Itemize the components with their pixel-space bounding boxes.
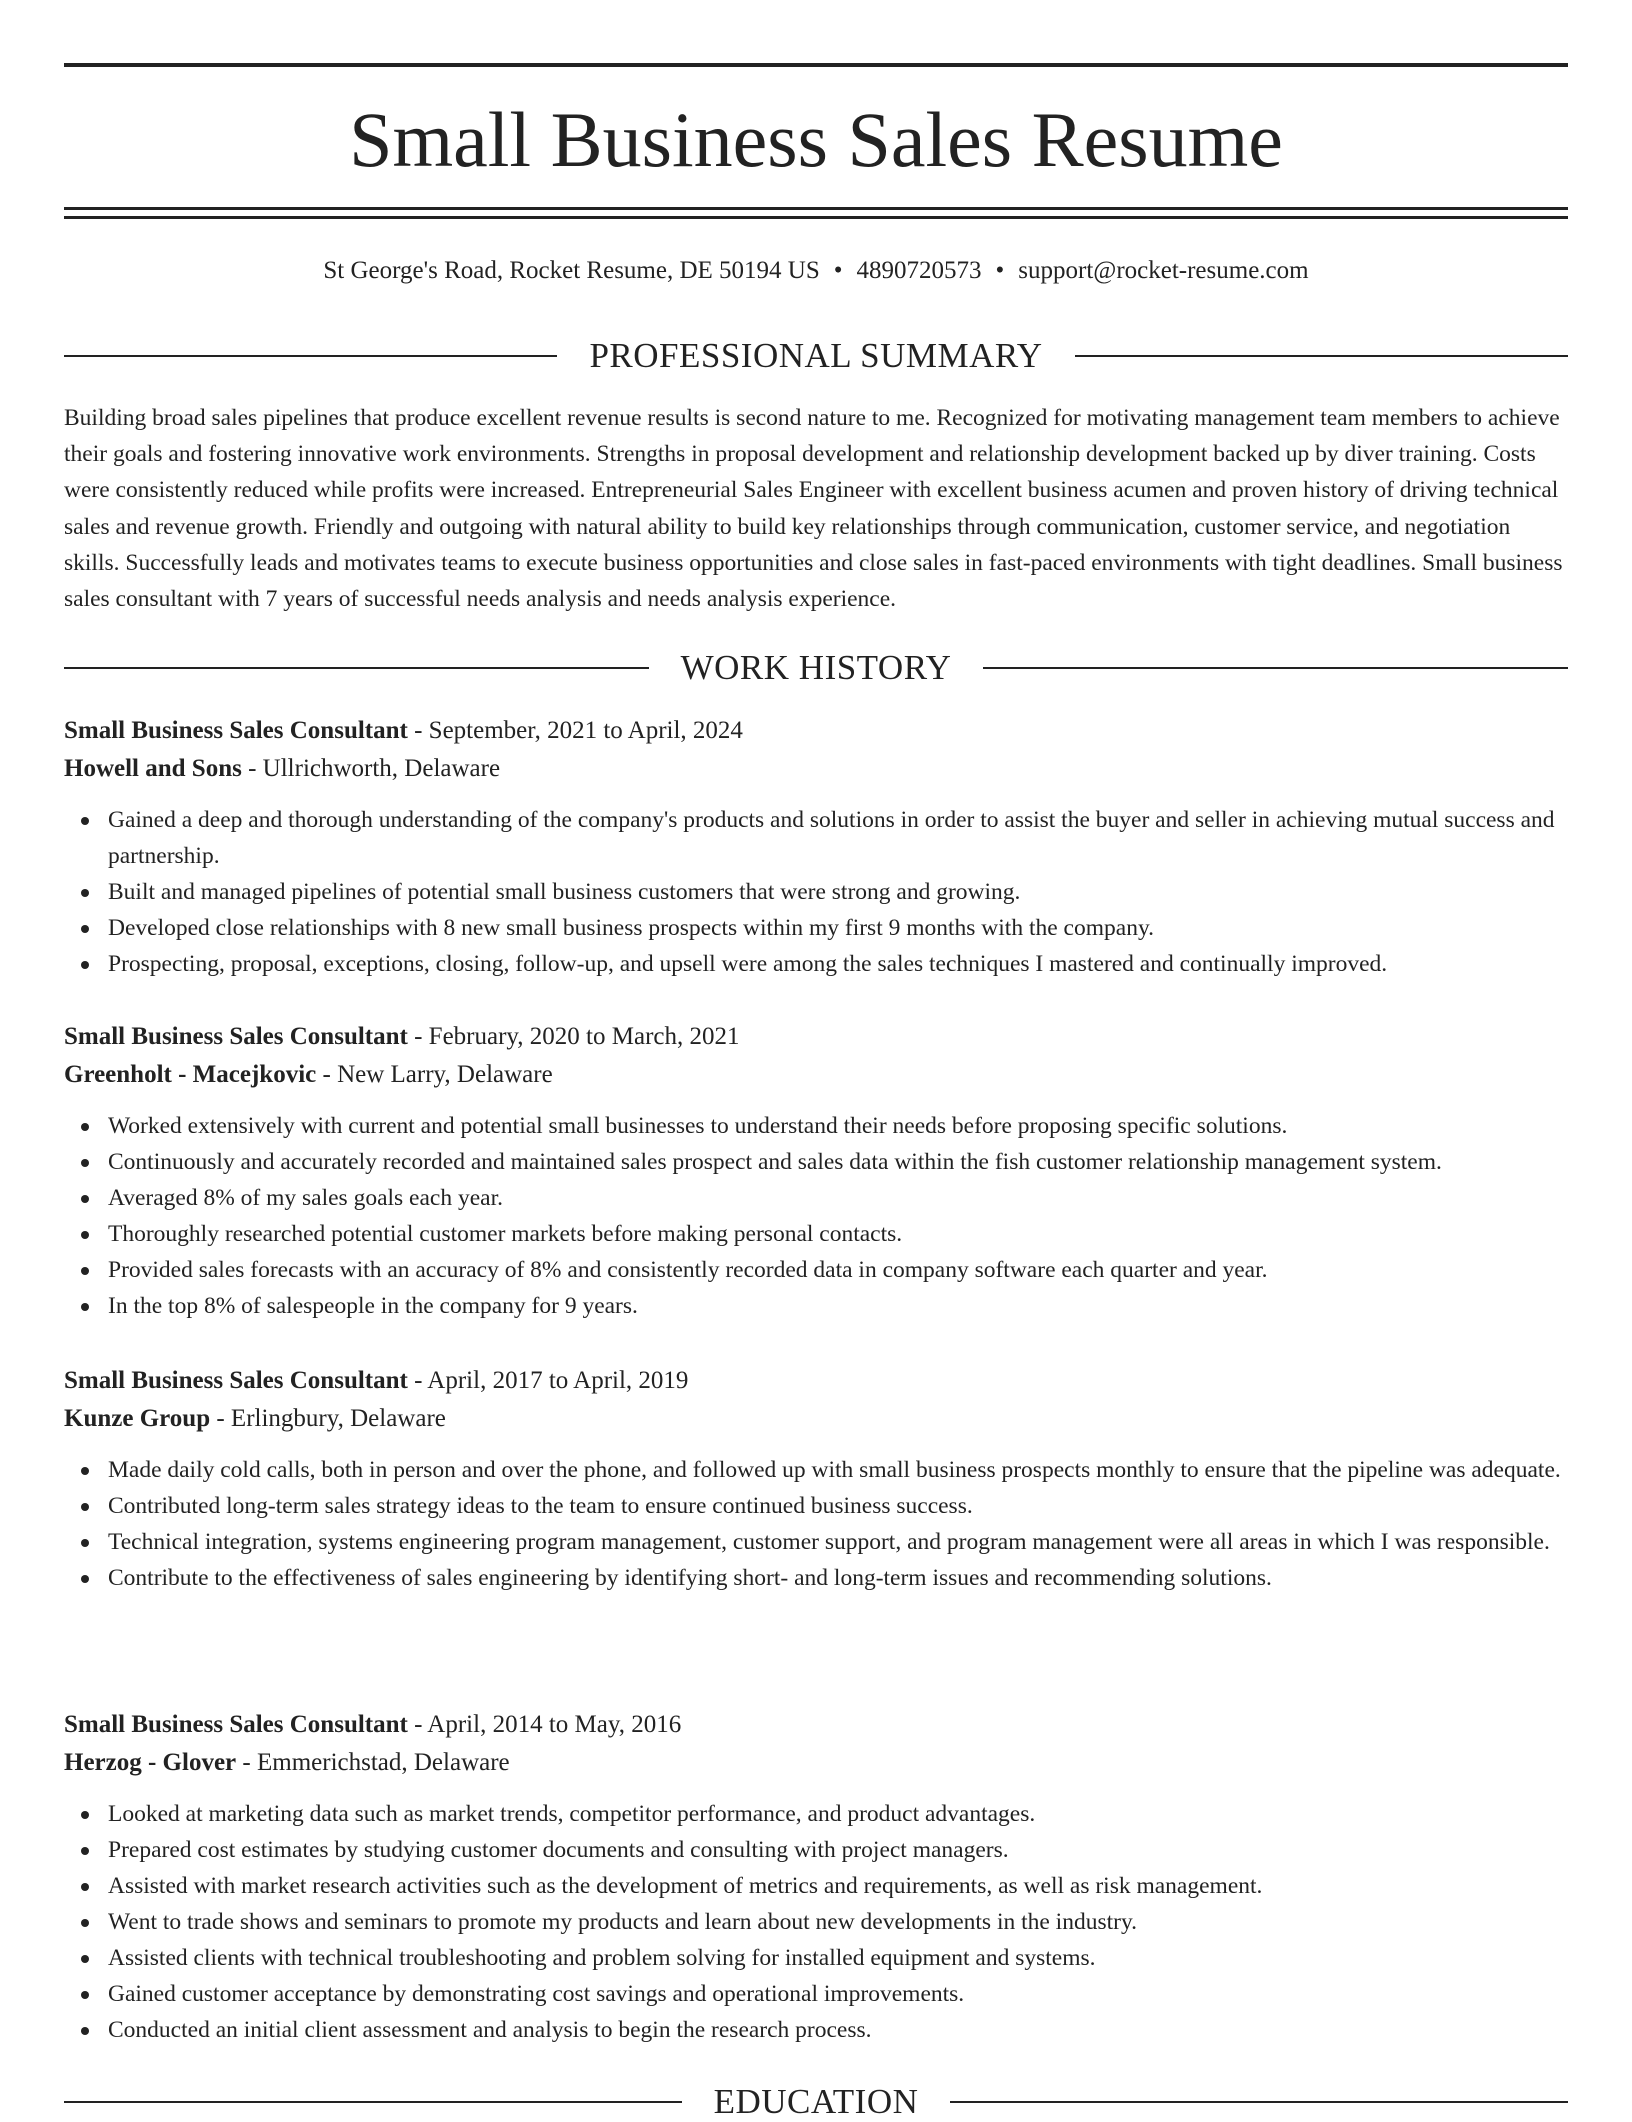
job-entry xyxy=(64,1706,1568,2048)
job-bullets xyxy=(64,802,1568,982)
job-title: Small Business Sales Consultant xyxy=(64,1367,408,1394)
job-title: Small Business Sales Consultant xyxy=(64,1023,408,1050)
list-item: Continuously and accurately recorded and maintained sales prospect and sales data within the fish customer relationship management system. xyxy=(108,1144,1568,1180)
heading-rule-left xyxy=(64,355,557,357)
list-item: Conducted an initial client assessment and analysis to begin the research process. xyxy=(108,2012,1568,2048)
page-title: Small Business Sales Resume xyxy=(349,96,1283,183)
job-title-line xyxy=(64,712,1568,750)
job-bullets xyxy=(64,1796,1568,2048)
list-item: Contributed long-term sales strategy ideas to the team to ensure continued business success. xyxy=(108,1488,1568,1524)
list-item: Built and managed pipelines of potential small business customers that were strong and growing. xyxy=(108,874,1568,910)
contact-email: support@rocket-resume.com xyxy=(1018,257,1309,284)
heading-rule-left xyxy=(64,2101,682,2103)
title-rule-lower xyxy=(64,216,1568,219)
job-company: Greenholt - Macejkovic xyxy=(64,1061,317,1088)
job-location: - Emmerichstad, Delaware xyxy=(236,1749,510,1776)
job-bullets xyxy=(64,1108,1568,1324)
job-company: Kunze Group xyxy=(64,1405,211,1432)
list-item: Looked at marketing data such as market trends, competitor performance, and product advantages. xyxy=(108,1796,1568,1832)
section-title: WORK HISTORY xyxy=(680,648,952,687)
job-company-line xyxy=(64,1744,1568,1782)
job-dates: - February, 2020 to March, 2021 xyxy=(407,1023,740,1050)
section-heading-education xyxy=(64,2082,1568,2122)
job-entry xyxy=(64,1018,1568,1324)
summary-text: Building broad sales pipelines that produce excellent revenue results is second nature to me. Recognized for motivating management team members to achieve their goals and fostering innovative work environments. Strengths in proposal development and relationship development backed up by diver training. Costs were consistently reduced while profits were increased. Entrepreneurial Sales Engineer with excellent business acumen and proven history of driving technical sales and revenue growth. Friendly and outgoing with natural ability to build key relationships through communication, customer service, and negotiation skills. Successfully leads and motivates teams to execute business opportunities and close sales in fast-paced environments with tight deadlines. Small business sales consultant with 7 years of successful needs analysis and needs analysis experience. xyxy=(64,405,1563,613)
job-dates: - September, 2021 to April, 2024 xyxy=(407,717,743,744)
list-item: Averaged 8% of my sales goals each year. xyxy=(108,1180,1568,1216)
contact-separator: • xyxy=(995,257,1005,284)
job-entry xyxy=(64,712,1568,982)
list-item: Assisted clients with technical troubleshooting and problem solving for installed equipment and systems. xyxy=(108,1940,1568,1976)
list-item: Went to trade shows and seminars to promote my products and learn about new developments in the industry. xyxy=(108,1904,1568,1940)
section-heading-summary xyxy=(64,336,1568,376)
job-title-line xyxy=(64,1018,1568,1056)
job-dates: - April, 2017 to April, 2019 xyxy=(407,1367,689,1394)
job-bullets xyxy=(64,1452,1568,1596)
list-item: Prepared cost estimates by studying customer documents and consulting with project managers. xyxy=(108,1832,1568,1868)
job-company: Herzog - Glover xyxy=(64,1749,237,1776)
contact-separator: • xyxy=(833,257,843,284)
heading-rule-left xyxy=(64,667,649,669)
list-item: Thoroughly researched potential customer markets before making personal contacts. xyxy=(108,1216,1568,1252)
section-heading-work-history xyxy=(64,648,1568,688)
job-company-line xyxy=(64,1056,1568,1094)
list-item: Gained a deep and thorough understanding of the company's products and solutions in order to assist the buyer and seller in achieving mutual success and partnership. xyxy=(108,802,1568,874)
list-item: Gained customer acceptance by demonstrating cost savings and operational improvements. xyxy=(108,1976,1568,2012)
list-item: Contribute to the effectiveness of sales engineering by identifying short- and long-term issues and recommending solutions. xyxy=(108,1560,1568,1596)
job-entry xyxy=(64,1362,1568,1596)
heading-rule-right xyxy=(1075,355,1568,357)
list-item: Provided sales forecasts with an accuracy of 8% and consistently recorded data in company software each quarter and year. xyxy=(108,1252,1568,1288)
job-title-line xyxy=(64,1362,1568,1400)
job-company-line xyxy=(64,1400,1568,1438)
list-item: Technical integration, systems engineering program management, customer support, and program management were all areas in which I was responsible. xyxy=(108,1524,1568,1560)
job-company-line xyxy=(64,750,1568,788)
list-item: Made daily cold calls, both in person and over the phone, and followed up with small business prospects monthly to ensure that the pipeline was adequate. xyxy=(108,1452,1568,1488)
job-title-line xyxy=(64,1706,1568,1744)
job-company: Howell and Sons xyxy=(64,755,242,782)
job-dates: - April, 2014 to May, 2016 xyxy=(407,1711,682,1738)
title-rule-upper xyxy=(64,207,1568,210)
job-title: Small Business Sales Consultant xyxy=(64,717,408,744)
heading-rule-right xyxy=(983,667,1568,669)
list-item: Assisted with market research activities such as the development of metrics and requirements, as well as risk management. xyxy=(108,1868,1568,1904)
section-title: EDUCATION xyxy=(713,2082,919,2121)
list-item: Prospecting, proposal, exceptions, closing, follow-up, and upsell were among the sales techniques I mastered and continually improved. xyxy=(108,946,1568,982)
list-item: In the top 8% of salespeople in the company for 9 years. xyxy=(108,1288,1568,1324)
job-location: - Ullrichworth, Delaware xyxy=(241,755,501,782)
job-location: - Erlingbury, Delaware xyxy=(210,1405,446,1432)
heading-rule-right xyxy=(950,2101,1568,2103)
list-item: Developed close relationships with 8 new small business prospects within my first 9 months with the company. xyxy=(108,910,1568,946)
contact-address: St George's Road, Rocket Resume, DE 50194 US xyxy=(323,257,820,284)
section-title: PROFESSIONAL SUMMARY xyxy=(589,336,1043,375)
contact-phone: 4890720573 xyxy=(856,257,982,284)
list-item: Worked extensively with current and potential small businesses to understand their needs before proposing specific solutions. xyxy=(108,1108,1568,1144)
job-location: - New Larry, Delaware xyxy=(316,1061,553,1088)
top-rule xyxy=(64,63,1568,67)
contact-line xyxy=(64,255,1568,287)
job-title: Small Business Sales Consultant xyxy=(64,1711,408,1738)
